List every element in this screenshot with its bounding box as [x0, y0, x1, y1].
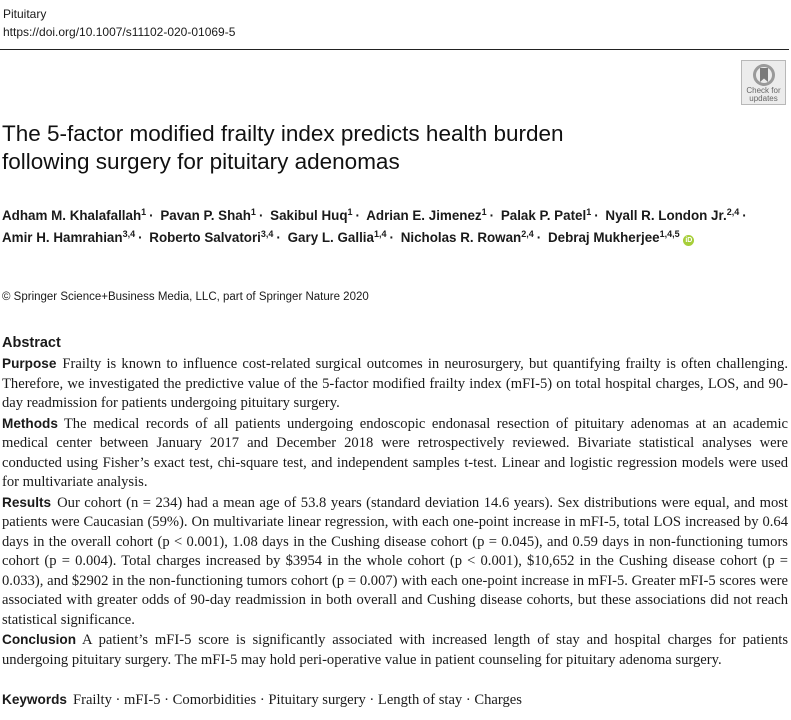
abstract-body: [2, 354, 788, 670]
copyright-notice: © Springer Science+Business Media, LLC, part of Springer Nature 2020: [2, 291, 369, 303]
badge-line1: Check for: [746, 86, 781, 95]
author[interactable]: Gary L. Gallia$^{1,4}$: [287, 229, 387, 245]
author[interactable]: Adrian E. Jimenez$^1$: [366, 207, 487, 223]
journal-name: Pituitary: [3, 7, 47, 21]
keywords: [2, 690, 788, 710]
title-line-2: following surgery for pituitary adenomas: [2, 149, 400, 174]
orcid-icon[interactable]: iD: [685, 237, 693, 244]
author[interactable]: Pavan P. Shah$^1$: [160, 207, 256, 223]
keywords-label: Keywords: [2, 692, 67, 707]
author[interactable]: Roberto Salvatori$^{3,4}$: [149, 229, 274, 245]
abstract-heading: Abstract: [2, 335, 61, 351]
header-divider: [0, 49, 789, 50]
author[interactable]: Palak P. Patel$^1$: [500, 207, 592, 223]
abstract-purpose: Purpose Frailty is known to influence cost-related surgical outcomes in neurosurgery, but quantifying frailty is often challenging. Therefore, we investigated the predictive value of the 5-factor modified frailty index (mFI-5) on total hospital charges, LOS, and 90-day readmission for patients undergoing pituitary surgery.: [2, 356, 788, 411]
title-line-1: The 5-factor modified frailty index predicts health burden: [2, 121, 564, 146]
paper-title: [2, 120, 702, 176]
author[interactable]: Nyall R. London Jr.$^{2,4}$: [605, 207, 740, 223]
badge-line2: updates: [749, 94, 778, 103]
bookmark-icon: [752, 63, 776, 87]
keywords-list: Frailty · mFI-5 · Comorbidities · Pituitary surgery · Length of stay · Charges: [72, 692, 522, 708]
author[interactable]: Adham M. Khalafallah$^1$: [2, 207, 147, 223]
author[interactable]: Debraj Mukherjee$^{1,4,5}$ iD: [547, 229, 693, 245]
doi-link[interactable]: https://doi.org/10.1007/s11102-020-01069-5: [3, 25, 236, 39]
author[interactable]: Nicholas R. Rowan$^{2,4}$: [400, 229, 534, 245]
abstract-conclusion: Conclusion A patient’s mFI-5 score is significantly associated with increased length of stay and hospital charges for patients undergoing pituitary surgery. The mFI-5 may hold peri-operative value in patient counseling for pituitary adenoma surgery.: [2, 632, 788, 668]
abstract-methods: Methods The medical records of all patients undergoing endoscopic endonasal resection of pituitary adenomas at an academic medical center between January 2017 and December 2018 were retrospectively reviewed. Bivariate statistical analyses were conducted using Fisher’s exact test, chi-square test, and independent samples t-test. Linear and logistic regression models were used for multivariate analysis.: [2, 415, 788, 490]
author[interactable]: Amir H. Hamrahian$^{3,4}$: [2, 229, 136, 245]
author-list: Adham M. Khalafallah$^1$ · Pavan P. Shah$^1$ · Sakibul Huq$^1$ · Adrian E. Jimenez$^1$ · Palak P. Patel$^1$ · Nyall R. London Jr.$^{2,4}$ · Amir H. Hamrahian$^{3,4}$ · Roberto Salvatori$^{3,4}$ · Gary L. Gallia$^{1,4}$ · Nicholas R. Rowan$^{2,4}$ · Debraj Mukherjee$^{1,4,5}$ iD: [2, 207, 747, 245]
check-for-updates-badge[interactable]: [741, 60, 786, 105]
author[interactable]: Sakibul Huq$^1$: [270, 207, 353, 223]
abstract-results: Results Our cohort (n = 234) had a mean age of 53.8 years (standard deviation 14.6 years). Sex distributions were equal, and most patients were Caucasian (59%). On multivariate linear regression, with each one-point increase in mFI-5, total LOS increased by 0.64 days in the overall cohort (p < 0.001), 1.08 days in the Cushing disease cohort (p = 0.045), and 0.59 days in non-functioning tumors cohort (p = 0.004). Total charges increased by $3954 in the whole cohort (p < 0.001), $10,652 in the Cushing disease cohort (p = 0.033), and $2902 in the non-functioning tumors cohort (p = 0.007) with each one-point increase in mFI-5. Greater mFI-5 scores were associated with greater odds of 90-day readmission in both overall and Cushing disease cohorts, but these associations did not reach statistical significance.: [2, 494, 788, 628]
